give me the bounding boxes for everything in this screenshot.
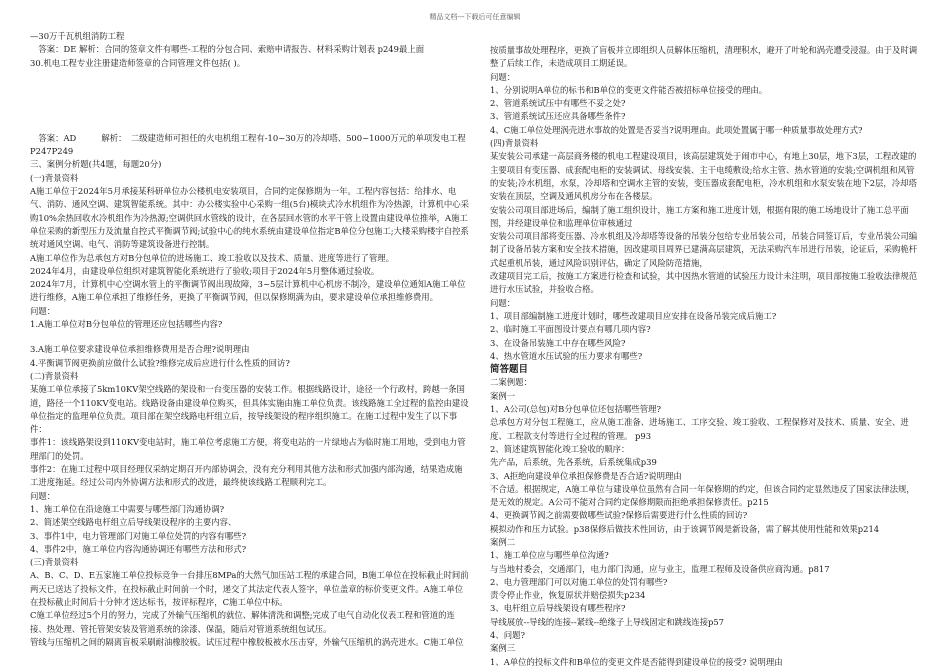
text-paragraph: 4、C施工单位处理涡壳进水事故的处置是否妥当?说明理由。此项处置属于哪一种质量事故处理方式? [490,124,863,135]
text-paragraph: 2、简述建筑智能化竣工验收的顺序： [490,443,630,454]
text-paragraph: 1.A施工单位对B分包单位的管理还应包括哪些内容? [30,319,223,330]
text-paragraph: 问题： [490,297,516,308]
text-paragraph: 管线与压缩机之间的隔离盲板采刷耐油橡胶板。试压过程中橡胶板被水压击穿，外输气压缩机的涡壳进水。C施工单位 [30,636,464,647]
text-paragraph: 某施工单位承接了5km10KV架空线路的架设和一台变压器的安装工作。根据线路设计，途径一个行政村，跨越一条国道，路径一个110KV变电站。线路设备由建设单位购买，但具体实施由施工单位负责。该线路施工全过程的监控由建设单位指定的监理单位负责。项目部在架空线路电杆组立后，按导线架设的程序组织施工。在施工过程中发生了以下事件： [30,384,469,435]
text-paragraph: 4.平衡调节阀更换前应做什么试验?维修完成后应进行什么性质的回访? [30,357,290,368]
text-paragraph: 30.机电工程专业注册建造师签章的合同管理文件包括( )。 [30,57,246,68]
text-paragraph: 导线展放--导线的连接--紧线--绝缘子上导线固定和跳线连接p57 [490,616,724,627]
text-paragraph: 3、在设备吊装施工中存在哪些风险? [490,337,626,348]
text-paragraph: 安装公司项目部进场后，编制了施工组织设计，施工方案和施工进度计划，根据有限的施工场地设计了施工总平面图，并经建设单位和监理单位审核通过 [490,204,909,228]
blank-space [30,331,470,343]
text-paragraph: 3、A拒绝向建设单位承担保修费是否合适?说明理由 [490,470,682,481]
text-paragraph: 1、分别说明A单位的标书和B单位的变更文件能否被招标单位接受的理由。 [490,84,768,95]
text-paragraph: 1、A公司(总包)对B分包单位还包括哪些管理? [490,404,661,415]
text-paragraph: 问题： [30,305,56,316]
text-paragraph: 2、简述架空线路电杆组立后导线架设程序的主要内容、 [30,517,237,528]
text-paragraph: 4、更换调节阀之前需要做哪些试验?保修后需要进行什么性质的回访? [490,510,748,521]
text-paragraph: 4、事件2中，施工单位内容沟通协调还有哪些方法和形式? [30,543,247,554]
text-paragraph: 2、电力管理部门可以对施工单位的处罚有哪些? [490,576,668,587]
text-paragraph: 1、项目部编制施工进度计划时，哪些改建项目应安排在设备吊装完成后施工? [490,310,777,321]
text-paragraph: 按质量事故处理程序，更换了盲板并立即组织人员解体压缩机，清理积水，避开了叶轮和涡壳遭受浸湿。由于及时调整了后续工作，未造成项目工期延误。 [490,45,918,69]
text-paragraph: 3、电杆组立后导线架设有哪些程序? [490,603,626,614]
text-paragraph: 三、案例分析题(共4题，每题20分) [30,159,162,170]
text-paragraph: A施工单位作为总承包方对B分包单位的进场施工、竣工验收以及技术、质量、进度等进行了管理。 [30,252,394,263]
text-paragraph: 总承包方对分包工程施工，应从施工准备、进场施工、工序交验、竣工验收、工程保修对及技术、质量、安全、进度、工程款支付等进行全过程的管理。 p93 [490,417,909,441]
text-paragraph: 先产品，后系统，先各系统，后系统集成p39 [490,457,657,468]
text-paragraph: —30万千瓦机组消防工程 [30,31,125,41]
blank-space [30,70,470,132]
text-paragraph: 答案：DE 解析：合同的签章文件有哪些-工程的分包合同、索赔申请报告、材料采购计划表 p249最上面 [30,44,425,55]
text-paragraph: 二案例题： [490,377,532,388]
text-paragraph: (四)背景资料 [490,138,539,149]
text-paragraph: 2024年7月，计算机中心空调水管上的平衡调节阀出现故障，3~5层计算机中心机房不制冷，建设单位通知A施工单位进行维修，A施工单位承担了维修任务，更换了平衡调节阀，但以保修期满为由，要求建设单位承担维修费用。 [30,279,466,303]
text-paragraph: (三)背景资料 [30,557,79,568]
text-paragraph: 案例三 [490,643,516,654]
text-paragraph: 案例一 [490,390,516,401]
text-paragraph: 安装公司项目部将变压器、冷水机组及冷却塔等设备的吊装分包给专业吊装公司，吊装合同签订后，专业吊装公司编制了设备吊装方案和安全技术措施，因改建项目周界已建满高层建筑，无法采购汽车吊进行吊装，论证后，采购桅杆式起重机吊装，通过风险识别评估，确定了风险防范措施， [490,231,918,268]
text-paragraph: 1、施工单位在沿途施工中需要与哪些部门沟通协调? [30,503,225,514]
text-paragraph: 事件2：在施工过程中项目经理仅采纳定期召开内部协调会，没有充分利用其他方法和形式加强内部沟通，结果造成施工进度拖延。经过公司内外协调方法和形式的改进，最终使该线路工程顺利完工。 [30,464,463,488]
text-paragraph: 问题： [30,490,56,501]
text-paragraph: 模拟动作和压力试验。p38保修后做技术性回访，由于该调节阀是新设备，需了解其使用性能和效果p214 [490,523,880,534]
text-paragraph: 与当地村委会，交通部门，电力部门沟通，应与业主，监理工程师及设备供应商沟通。p817 [490,563,830,574]
text-paragraph: 事件1：该线路架设到110KV变电站时，施工单位考虑施工方便，将变电站的一片绿地占为临时施工用地，受到电力管理部门的处罚。 [30,437,466,461]
text-paragraph: 4、问题? [490,630,525,641]
text-paragraph: 3、管道系统试压还应具备哪些条件? [490,111,626,122]
page-header: 精品文档---下载后可任意编辑 [429,13,521,21]
text-paragraph: 某安装公司承建一高层商务楼的机电工程建设项目，该高层建筑处于闹市中心，有地上30层，地下3层，工程改建的主要项目有变压器、成套配电柜的安装调试、母线安装、主干电缆敷设;给水主管、热水管道的安装;空调机组和风管的安装;冷水机组，水泵，冷却塔和空调水主管的安装，变压器成套配电柜，冷水机组和水泵安装在地下2层，冷却塔安装在顶层，空调及通风机房分布在各楼层。 [490,151,917,202]
text-paragraph: 1、A单位的投标文件和B单位的变更文件是否能得到建设单位的接受? 说明理由 [490,656,783,667]
text-paragraph: 不合适。根据规定，A施工单位与建设单位虽然有合同一年保修期的约定，但该合同约定显然违反了国家法律法规，是无效的规定。A公司不能对合同约定保修期限而拒绝承担保修责任。p215 [490,483,915,508]
text-paragraph: 1、施工单位应与哪些单位沟通? [490,550,609,561]
text-paragraph: 4、热水管道水压试验的压力要求有哪些? [490,350,643,361]
text-paragraph: C施工单位经过5个月的努力，完成了外输气压缩机的就位、解体清洗和调整;完成了电气自动化仪表工程和管道的连接、热处理、管托管架安装及管道系统的涂漆、保温，随后对管道系统组包试压。 [30,610,455,634]
text-paragraph: 答案：AD 解析： 二级建造师可担任的火电机组工程有-10~30万的冷却塔、500~1000万元的单项发电工程P247P249 [30,132,466,157]
text-paragraph: 责令停止作业，恢复原状并赔偿损失p234 [490,590,646,601]
text-paragraph: 案例二 [490,536,516,547]
section-heading: 简答题目 [490,364,529,376]
text-paragraph: 3、事件1中，电力管理部门对施工单位处罚的内容有哪些? [30,530,247,541]
text-paragraph: 2、临时施工平面图设计要点有哪几项内容? [490,324,651,335]
text-paragraph: A、B、C、D、E五家施工单位投标竞争一台排压8MPa的大然气加压站工程的承建合同，B施工单位在投标截止时间前两天已送达了投标文件，在投标截止时间前一个时，递交了其法定代表人签字，单位盖章的标价变更文件。A施工单位在投标截止时间后十分钟才送达标书，按评标程序，C施工单位中标。 [30,570,469,607]
text-paragraph: 问题： [490,71,516,82]
text-paragraph: (一)背景资料 [30,172,79,183]
text-paragraph: 改建项目完工后，按施工方案进行检查和试验，其中因热水管道的试验压力设计未注明，项目部按施工验收法律规范进行水压试验，并验收合格。 [490,271,918,295]
text-paragraph: (二)背景资料 [30,370,79,381]
text-paragraph: 3.A施工单位要求建设单位承担维修费用是否合理?说明理由 [30,344,250,355]
right-column [490,44,922,669]
text-paragraph: 2、管道系统试压中有哪些不妥之处? [490,98,626,109]
text-paragraph: 2024年4月，由建设单位组织对建筑智能化系统进行了验收;项目于2024年5月整体通过验收。 [30,265,380,276]
left-column [30,30,470,649]
text-paragraph: A施工单位于2024年5月承接某科研单位办公楼机电安装项目，合同约定保修期为一年。工程内容包括：给排水、电气、消防、通风空调、建筑智能系统。其中：办公楼实验中心采购一组(5台)模块式冷水机组作为冷热源，计算机中心采购10%余热回收水冷机组作为冷热源;空调供回水管线的设计，在各层回水管的水平干管上设置由建设单位推举，A施工单位采购的新型压力及流量自控式平衡调节阀;试验中心的纯水系统由建设单位指定B单位分包施工;大楼采购楼宇自控系统对通风空调、电气、消防等建筑设备进行控制。 [30,186,469,250]
